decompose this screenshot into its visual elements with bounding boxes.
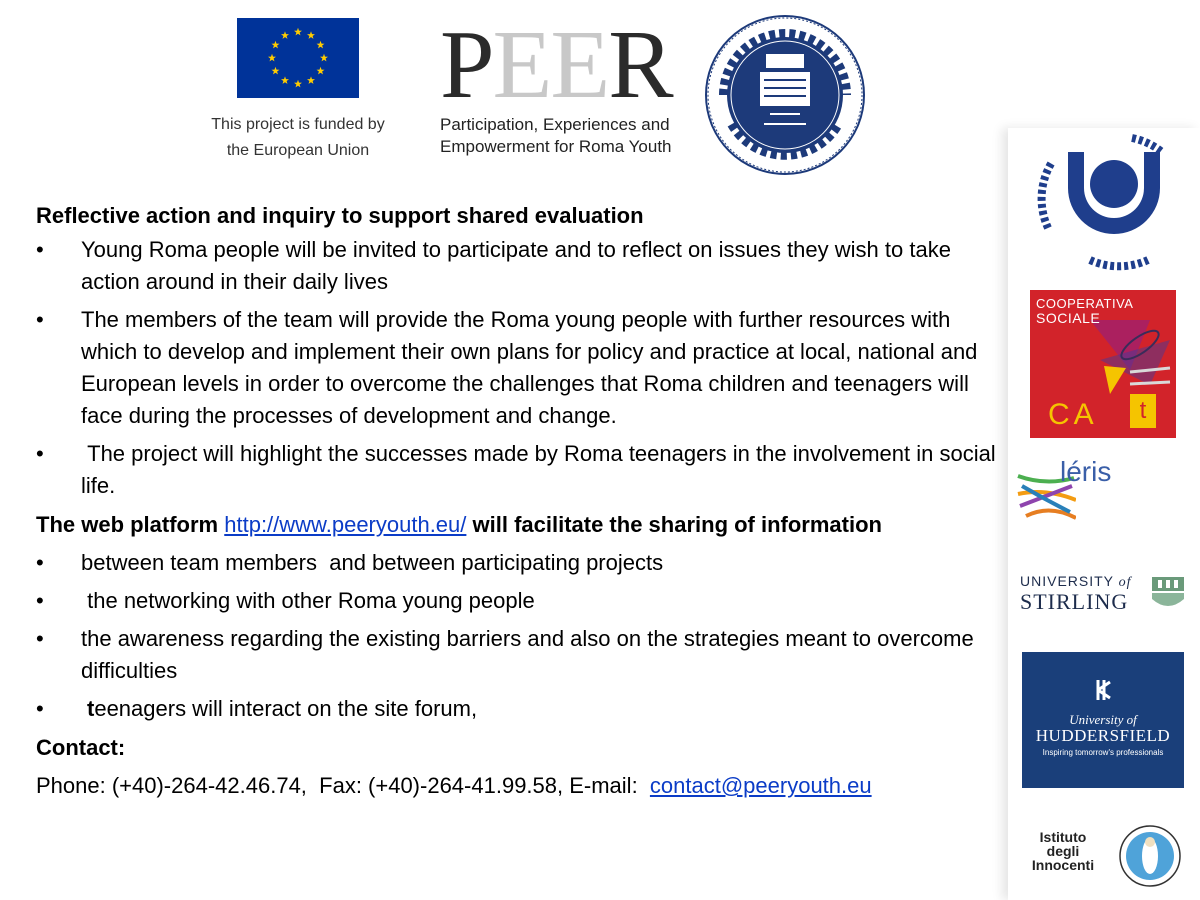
evaluation-bullet-list xyxy=(36,234,1002,502)
hud-line1: University of xyxy=(1069,712,1137,727)
university-of-stirling-logo xyxy=(1020,573,1190,617)
bullet-text: The members of the team will provide the Roma young people with further resources with which to develop and implement their own plans for policy and practice at local, national and European levels in order to overcome the challenges that Roma children and teenagers will face during the processes of development and change. xyxy=(81,307,978,428)
web-platform-heading xyxy=(36,509,996,541)
istituto-degli-innocenti-logo xyxy=(1016,822,1186,892)
huddersfield-emblem-icon xyxy=(1090,678,1114,702)
bullet-text: the awareness regarding the existing barriers and also on the strategies meant to overcome difficulties xyxy=(81,626,974,683)
peer-letter: R xyxy=(608,11,672,119)
peer-subtitle xyxy=(440,114,698,158)
contact-email-link[interactable]: contact@peeryouth.eu xyxy=(649,773,872,798)
bullet-text: The project will highlight the successes made by Roma teenagers in the involvement in social life. xyxy=(81,441,1002,498)
innocenti-emblem-icon xyxy=(1118,824,1182,888)
bullet-text: between team members and between participating projects xyxy=(81,550,664,575)
babes-bolyai-university-seal-icon xyxy=(704,14,866,176)
innocenti-line: Istituto xyxy=(1039,829,1087,845)
eu-caption-line: This project is funded by xyxy=(211,116,385,133)
web-heading-suffix: will facilitate the sharing of information xyxy=(466,512,882,537)
hud-tagline: Inspiring tomorrow's professionals xyxy=(1042,748,1164,757)
leris-logo xyxy=(1016,456,1200,528)
bullet-text: eenagers will interact on the site forum, xyxy=(94,696,478,721)
list-item xyxy=(36,585,996,617)
section-heading: Reflective action and inquiry to support shared evaluation xyxy=(36,203,644,228)
list-item xyxy=(36,234,996,298)
platform-bullet-list xyxy=(36,547,996,725)
leris-wordmark: léris xyxy=(1060,456,1112,487)
list-item xyxy=(36,693,996,725)
peer-letters-light: EE xyxy=(492,11,609,119)
list-item xyxy=(36,623,996,687)
web-heading-prefix: The web platform xyxy=(36,512,225,537)
coop-text-line: COOPERATIVA xyxy=(1036,296,1134,311)
new-bulgarian-university-logo-icon xyxy=(1012,132,1200,272)
bullet-glyph: • xyxy=(36,441,44,466)
peer-subtitle-line: Empowerment for Roma Youth xyxy=(440,137,672,156)
coop-text-line: SOCIALE xyxy=(1036,310,1101,326)
main-content xyxy=(36,200,1002,802)
contact-phone-fax: Phone: (+40)-264-42.46.74, Fax: (+40)-264-41.99.58, E-mail: xyxy=(36,773,650,798)
coop-cat-text: CA xyxy=(1048,398,1098,431)
eu-caption xyxy=(188,112,408,164)
hud-line2: HUDDERSFIELD xyxy=(1035,726,1171,745)
list-item xyxy=(36,547,996,579)
innocenti-line: degli xyxy=(1046,843,1080,859)
stirling-line2: STIRLING xyxy=(1020,589,1129,614)
eu-caption-line: the European Union xyxy=(226,142,370,159)
eu-funding-logo xyxy=(188,18,408,164)
bullet-glyph: • xyxy=(36,588,44,613)
peer-subtitle-line: Participation, Experiences and xyxy=(440,115,670,134)
coop-t-box: t xyxy=(1130,394,1156,428)
contact-heading: Contact: xyxy=(36,735,126,760)
university-of-huddersfield-logo xyxy=(1022,652,1184,788)
eu-flag-icon xyxy=(237,18,359,98)
innocenti-text xyxy=(1020,830,1106,872)
list-item xyxy=(36,304,996,432)
peer-wordmark xyxy=(440,11,698,119)
bullet-text: Young Roma people will be invited to participate and to reflect on issues they wish to take action around in their daily lives xyxy=(81,237,951,294)
bullet-glyph: • xyxy=(36,307,44,332)
stirling-of-word: of xyxy=(1118,575,1132,590)
stirling-crest-icon xyxy=(1150,575,1186,611)
bullet-glyph: • xyxy=(36,626,44,651)
bullet-text: the networking with other Roma young people xyxy=(81,588,535,613)
stirling-university-word: UNIVERSITY xyxy=(1020,573,1119,589)
cooperativa-sociale-cat-logo xyxy=(1030,290,1176,438)
peer-letter: P xyxy=(440,11,493,119)
bullet-glyph: • xyxy=(36,696,44,721)
peeryouth-website-link[interactable]: http://www.peeryouth.eu/ xyxy=(224,512,467,537)
list-item xyxy=(36,438,1002,502)
innocenti-line: Innocenti xyxy=(1031,857,1095,873)
bullet-bold-letter: t xyxy=(87,696,95,721)
peer-logo xyxy=(440,11,698,158)
bullet-glyph: • xyxy=(36,237,44,262)
bullet-glyph: • xyxy=(36,550,44,575)
contact-line xyxy=(36,770,996,802)
